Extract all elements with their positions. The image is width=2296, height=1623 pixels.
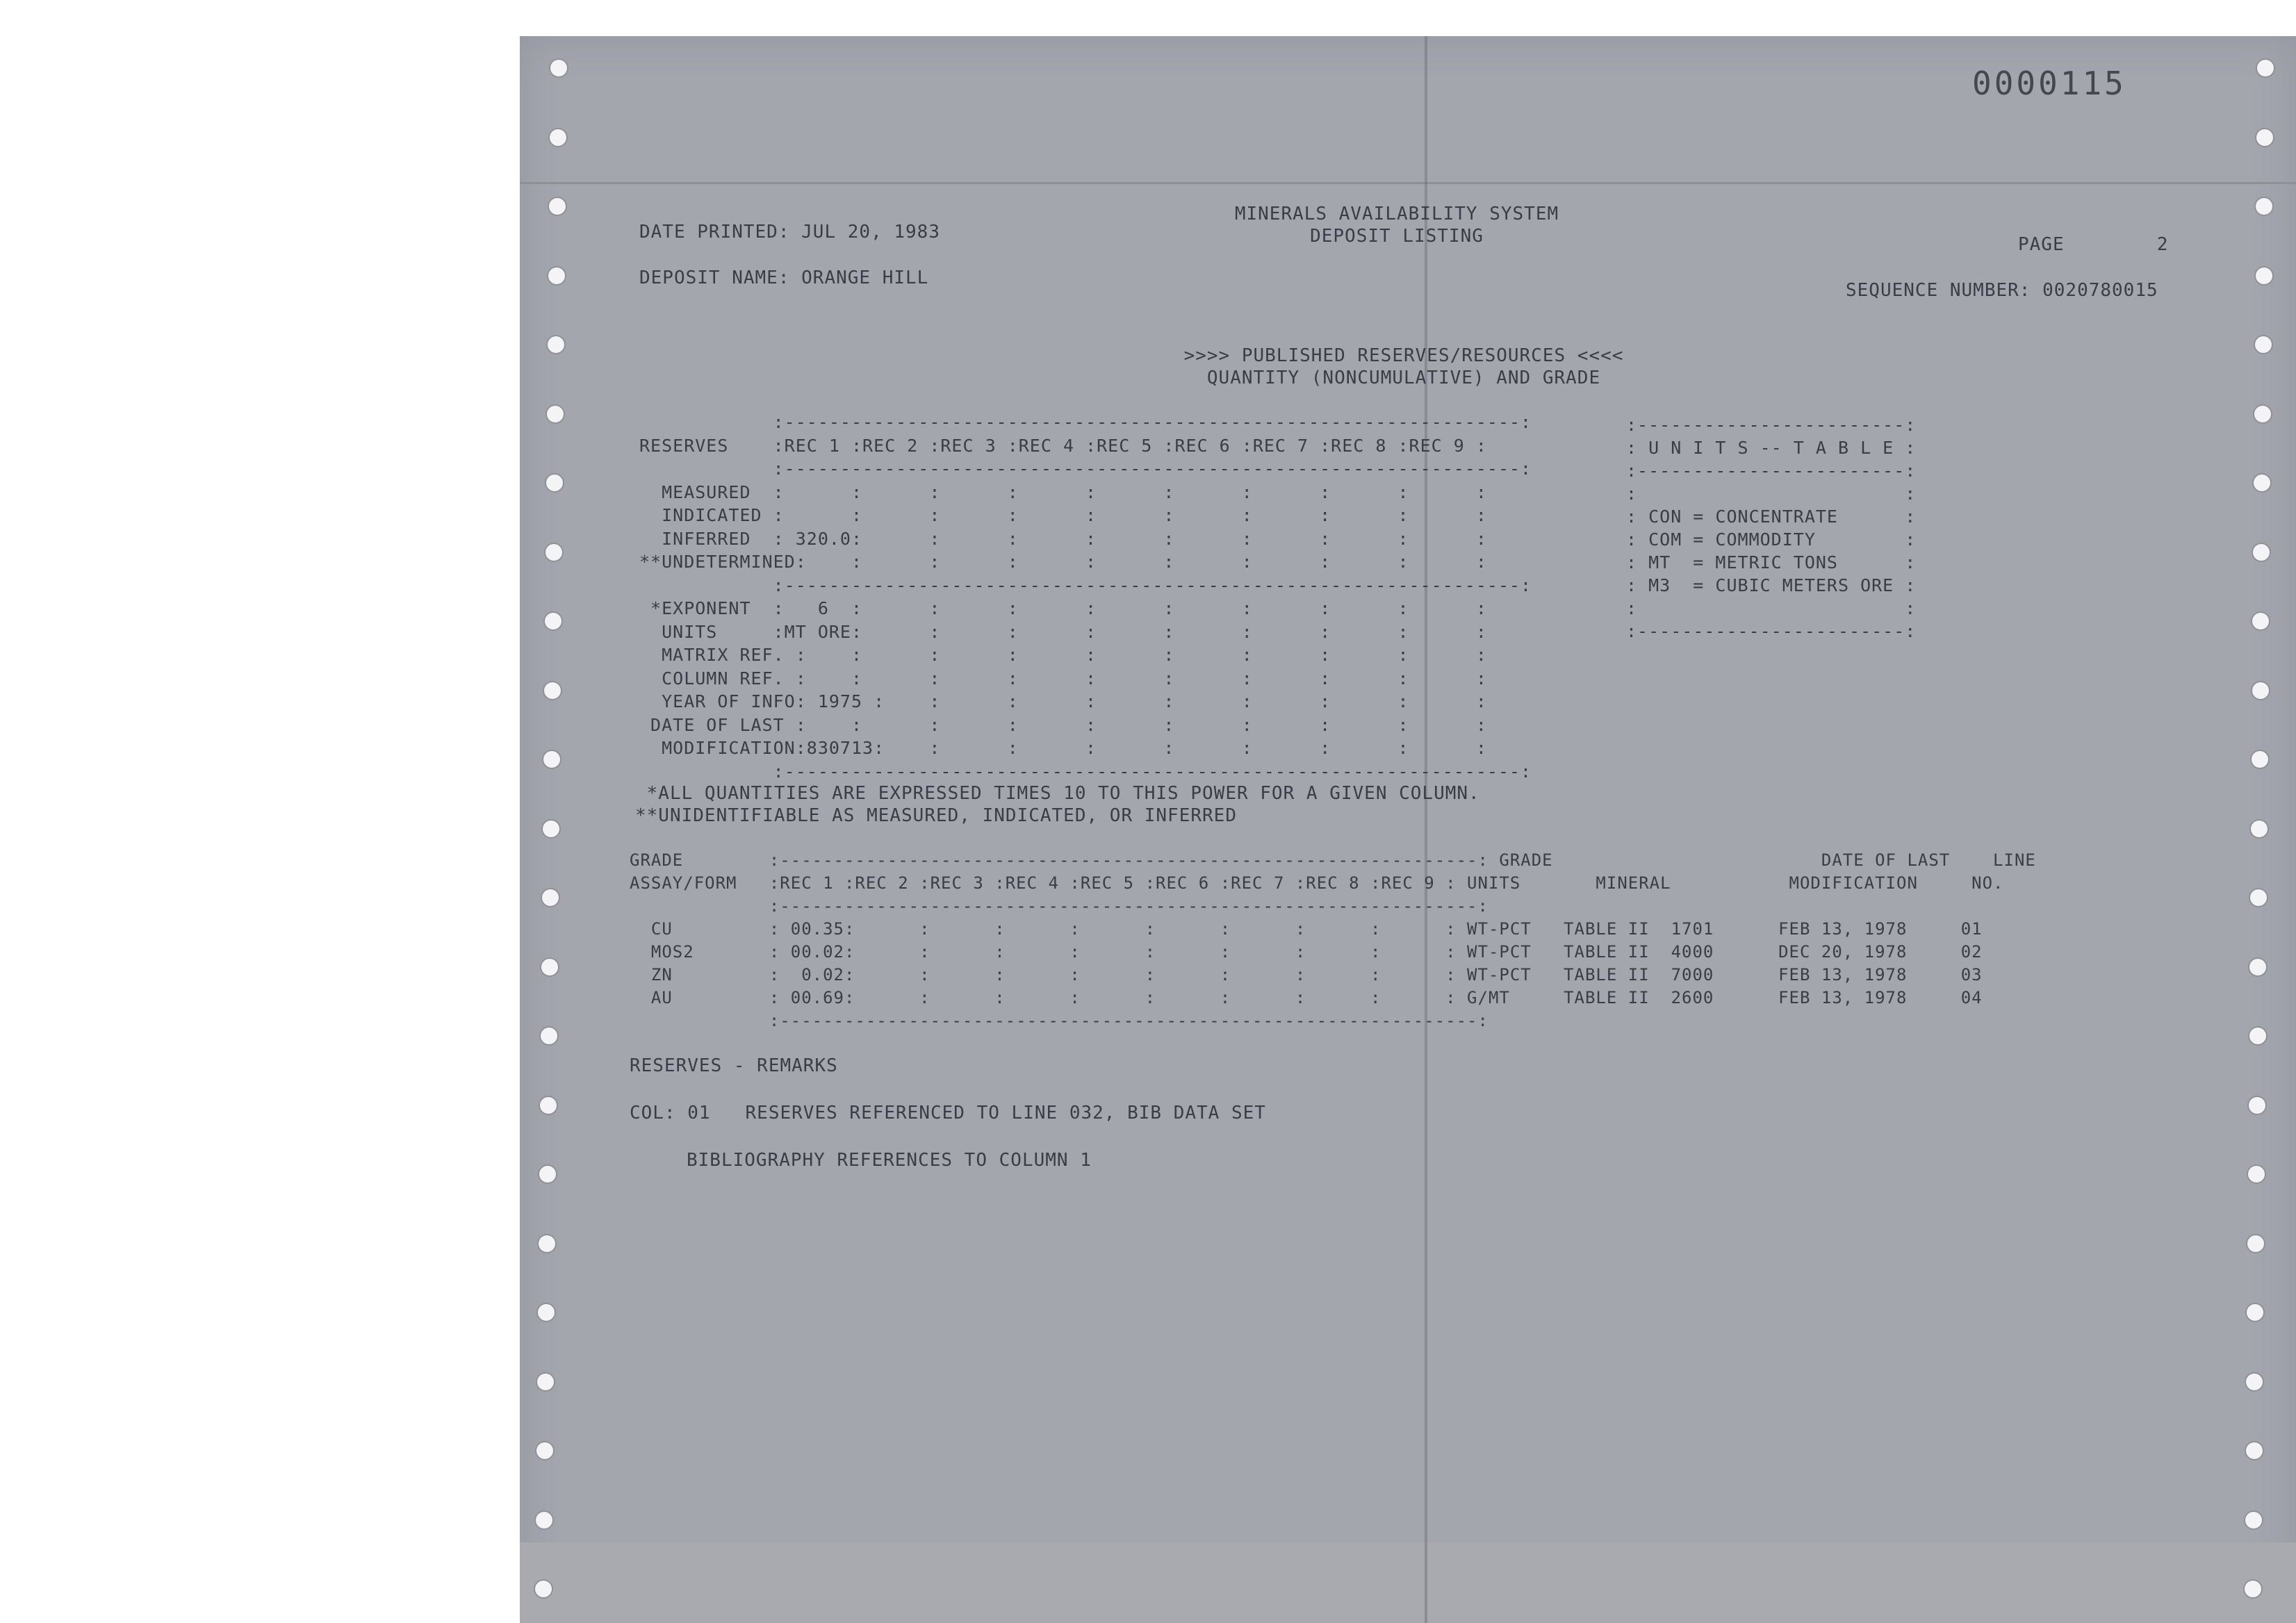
units-table-line: : : — [1626, 484, 1917, 504]
tractor-hole — [2256, 129, 2273, 146]
bibliography-note: BIBLIOGRAPHY REFERENCES TO COLUMN 1 — [687, 1150, 1092, 1171]
grade-table-line: MOS2 : 00.02: : : : : : : : : WT-PCT TABLE II 4000 DEC 20, 1978 02 — [630, 942, 1983, 962]
tractor-hole — [541, 1028, 557, 1044]
section-title: >>>> PUBLISHED RESERVES/RESOURCES <<<< — [1183, 345, 1624, 366]
tractor-hole — [550, 60, 567, 76]
perforation-line — [520, 182, 2296, 184]
tractor-hole — [2249, 959, 2266, 975]
units-table-line: :------------------------: — [1626, 415, 1917, 435]
tractor-hole — [2251, 821, 2268, 837]
tractor-hole — [2257, 60, 2274, 76]
date-printed: DATE PRINTED: JUL 20, 1983 — [639, 222, 940, 242]
reserves-table-line: INFERRED : 320.0: : : : : : : : : — [639, 528, 1487, 549]
units-table-line: : U N I T S -- T A B L E : — [1626, 438, 1917, 458]
undetermined-note: **UNIDENTIFIABLE AS MEASURED, INDICATED, OR INFERRED — [635, 805, 1237, 826]
tractor-hole — [543, 751, 560, 768]
tractor-hole — [539, 1166, 556, 1183]
tractor-hole — [2249, 1028, 2266, 1044]
reserves-table-line: *EXPONENT : 6 : : : : : : : : : — [639, 598, 1487, 618]
system-title: MINERALS AVAILABILITY SYSTEM — [1234, 204, 1559, 224]
tractor-hole — [2245, 1512, 2262, 1529]
section-subtitle: QUANTITY (NONCUMULATIVE) AND GRADE — [1206, 368, 1601, 388]
units-table-line: : CON = CONCENTRATE : — [1626, 506, 1917, 527]
reserves-table-line: :------------------------------------------------------------------: — [639, 412, 1532, 432]
reserves-table-line: **UNDETERMINED: : : : : : : : : : — [639, 552, 1487, 572]
page-number: PAGE 2 — [2018, 234, 2169, 255]
tractor-hole — [546, 544, 562, 561]
grade-table-line: CU : 00.35: : : : : : : : : WT-PCT TABLE II 1701 FEB 13, 1978 01 — [630, 919, 1983, 939]
tractor-hole — [548, 336, 564, 353]
reserves-table-line: :------------------------------------------------------------------: — [639, 459, 1532, 479]
reserves-table-line: DATE OF LAST : : : : : : : : : : — [639, 714, 1487, 735]
reserves-table-line: YEAR OF INFO: 1975 : : : : : : : : : — [639, 691, 1487, 711]
tractor-hole — [2253, 544, 2270, 561]
reserves-table-line: MATRIX REF. : : : : : : : : : : — [639, 645, 1487, 665]
tractor-hole — [2249, 1097, 2265, 1114]
sequence-number: SEQUENCE NUMBER: 0020780015 — [1846, 280, 2158, 301]
remarks-column-note: COL: 01 RESERVES REFERENCED TO LINE 032, BIB DATA SET — [630, 1103, 1266, 1123]
tractor-hole — [544, 682, 561, 699]
page-fold — [1425, 36, 1427, 1623]
units-table-line: :------------------------: — [1626, 461, 1917, 481]
deposit-name: DEPOSIT NAME: ORANGE HILL — [639, 267, 929, 288]
tractor-hole — [2252, 751, 2268, 768]
tractor-hole — [539, 1235, 555, 1252]
tractor-hole — [2255, 336, 2272, 353]
exponent-note: *ALL QUANTITIES ARE EXPRESSED TIMES 10 TO THIS POWER FOR A GIVEN COLUMN. — [635, 783, 1480, 804]
document-number: 0000115 — [1972, 65, 2126, 102]
tractor-hole — [535, 1581, 552, 1597]
reserves-table-line: UNITS :MT ORE: : : : : : : : : — [639, 621, 1487, 642]
tractor-hole — [550, 129, 566, 146]
units-table-line: : COM = COMMODITY : — [1626, 529, 1917, 550]
tractor-hole — [2256, 267, 2272, 284]
tractor-hole — [2248, 1166, 2265, 1183]
grade-table-line: ASSAY/FORM :REC 1 :REC 2 :REC 3 :REC 4 :REC 5 :REC 6 :REC 7 :REC 8 :REC 9 : UNITS MINERAL MODIFICATION NO. — [630, 873, 2004, 893]
tractor-hole — [543, 821, 559, 837]
tractor-hole — [548, 267, 565, 284]
tractor-hole — [546, 475, 563, 491]
reserves-table-line: COLUMN REF. : : : : : : : : : : — [639, 668, 1487, 689]
tractor-hole — [2247, 1235, 2264, 1252]
reserves-table-line: :------------------------------------------------------------------: — [639, 575, 1532, 595]
reserves-table-line: RESERVES :REC 1 :REC 2 :REC 3 :REC 4 :REC 5 :REC 6 :REC 7 :REC 8 :REC 9 : — [639, 435, 1487, 456]
units-table-line: : MT = METRIC TONS : — [1626, 552, 1917, 572]
reserves-table-line: :------------------------------------------------------------------: — [639, 761, 1532, 782]
tractor-hole — [2246, 1374, 2263, 1390]
tractor-hole — [549, 198, 566, 215]
listing-title: DEPOSIT LISTING — [1310, 226, 1484, 247]
tractor-hole — [2252, 682, 2269, 699]
grade-table-line: ZN : 0.02: : : : : : : : : WT-PCT TABLE II 7000 FEB 13, 1978 03 — [630, 965, 1983, 984]
tractor-hole — [541, 959, 558, 975]
tractor-hole — [542, 889, 559, 906]
sheet-lower-band — [520, 1542, 2296, 1623]
reserves-table-line: INDICATED : : : : : : : : : : — [639, 505, 1487, 525]
tractor-hole — [536, 1512, 552, 1529]
tractor-hole — [2246, 1442, 2263, 1459]
tractor-hole — [2245, 1581, 2261, 1597]
units-table-line: : M3 = CUBIC METERS ORE : — [1626, 575, 1917, 595]
tractor-hole — [537, 1374, 554, 1390]
units-table-line: :------------------------: — [1626, 621, 1917, 641]
tractor-hole — [538, 1304, 555, 1321]
tractor-hole — [2254, 475, 2270, 491]
tractor-hole — [547, 406, 564, 422]
tractor-hole — [2254, 406, 2271, 422]
tractor-hole — [536, 1442, 553, 1459]
tractor-hole — [540, 1097, 557, 1114]
reserves-table-line: MODIFICATION:830713: : : : : : : : : — [639, 738, 1487, 758]
tractor-hole — [2250, 889, 2267, 906]
grade-table-line: :-----------------------------------------------------------------: — [630, 896, 1489, 916]
remarks-title: RESERVES - REMARKS — [630, 1055, 838, 1076]
tractor-hole — [545, 613, 561, 629]
reserves-table-line: MEASURED : : : : : : : : : : — [639, 481, 1487, 502]
grade-table-line: :-----------------------------------------------------------------: — [630, 1011, 1489, 1030]
grade-table-line: AU : 00.69: : : : : : : : : G/MT TABLE II 2600 FEB 13, 1978 04 — [630, 988, 1983, 1007]
grade-table-line: GRADE :-----------------------------------------------------------------: GRADE DATE OF LAST LINE — [630, 850, 2036, 870]
units-table-line: : : — [1626, 598, 1917, 618]
